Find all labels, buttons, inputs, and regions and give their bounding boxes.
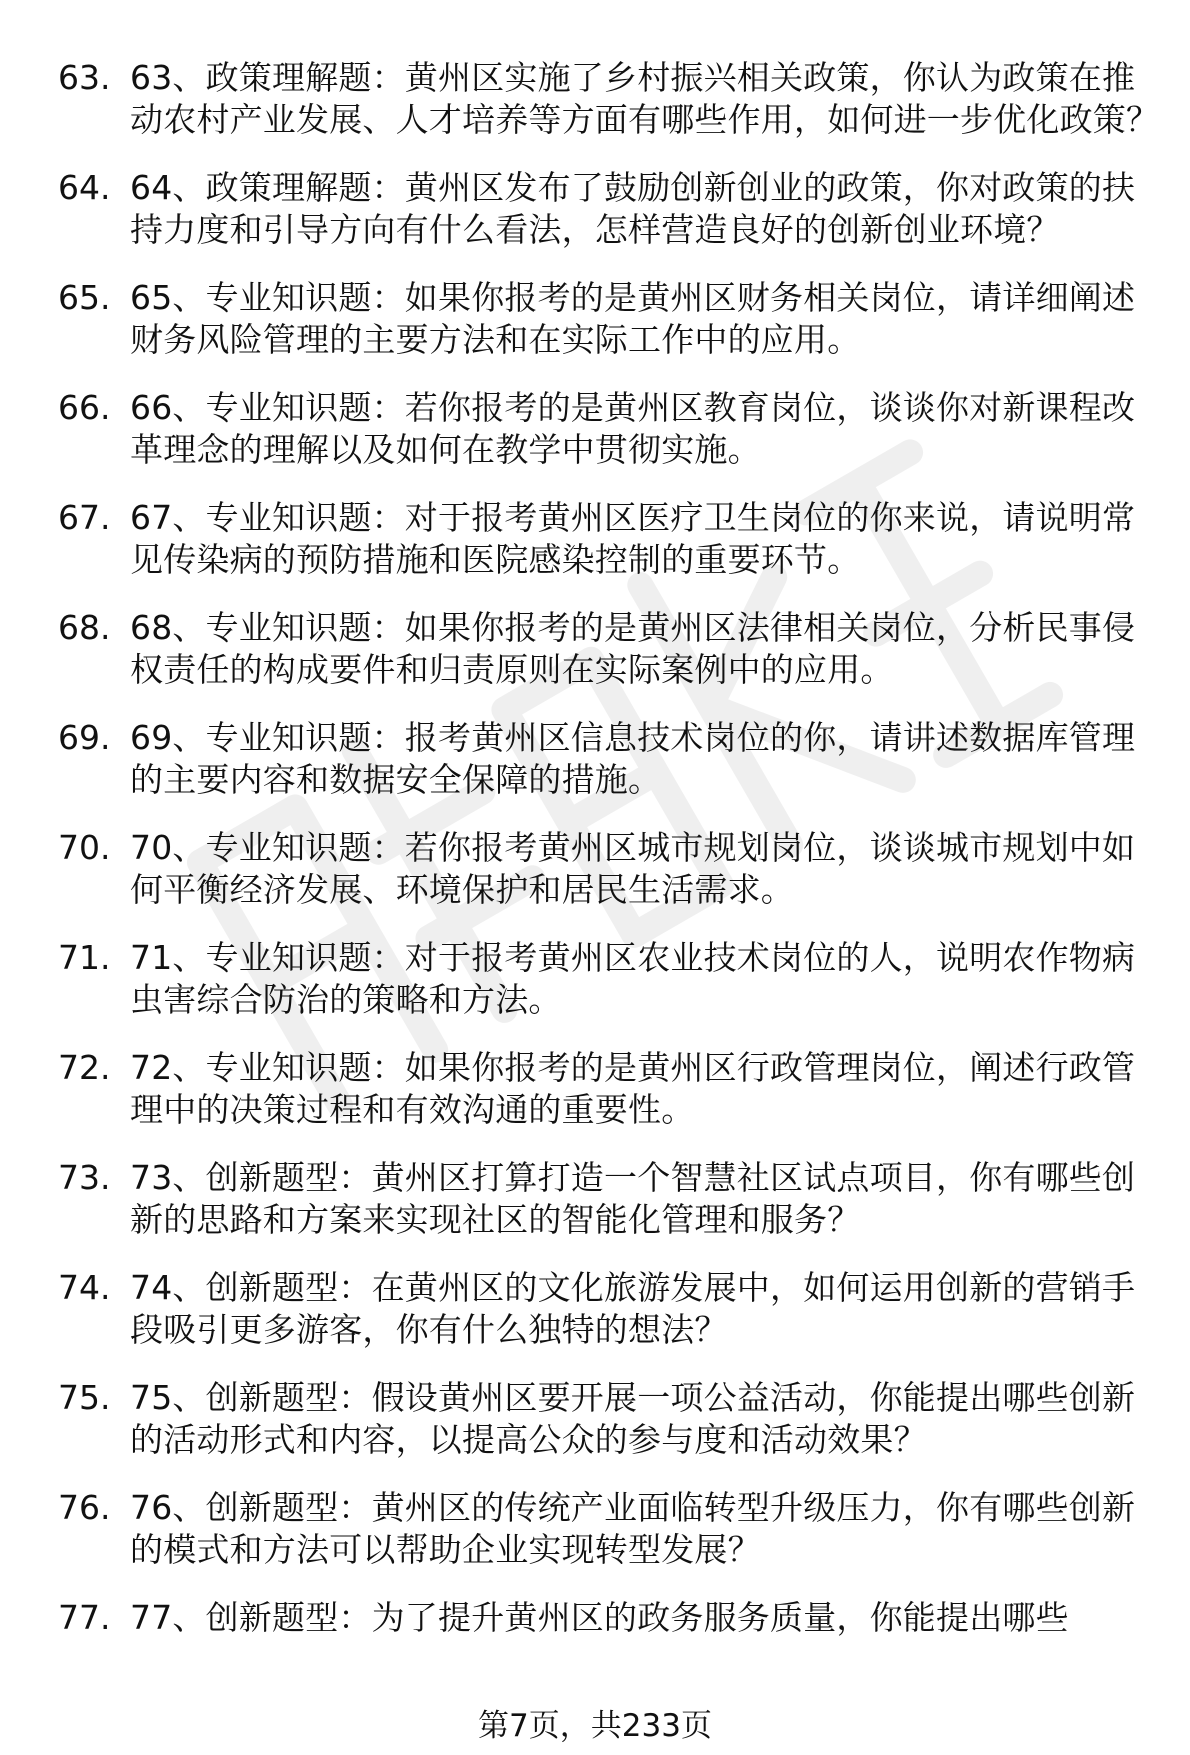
item-text: 76、创新题型：黄州区的传统产业面临转型升级压力，你有哪些创新的模式和方法可以帮助企业实现转型发展？	[130, 1488, 1136, 1569]
item-number: 68.	[58, 608, 111, 647]
list-item	[0, 1267, 1190, 1351]
item-text: 67、专业知识题：对于报考黄州区医疗卫生岗位的你来说，请说明常见传染病的预防措施和医院感染控制的重要环节。	[130, 498, 1136, 579]
item-number: 77.	[58, 1598, 111, 1637]
list-item	[0, 167, 1190, 251]
list-item	[0, 1597, 1190, 1639]
item-number: 69.	[58, 718, 111, 757]
list-item	[0, 497, 1190, 581]
item-number: 74.	[58, 1268, 111, 1307]
item-number: 63.	[58, 58, 111, 97]
item-text: 68、专业知识题：如果你报考的是黄州区法律相关岗位，分析民事侵权责任的构成要件和归责原则在实际案例中的应用。	[130, 608, 1136, 689]
item-text: 63、政策理解题：黄州区实施了乡村振兴相关政策，你认为政策在推动农村产业发展、人才培养等方面有哪些作用，如何进一步优化政策？	[130, 58, 1160, 139]
item-number: 76.	[58, 1488, 111, 1527]
item-number: 71.	[58, 938, 111, 977]
list-item	[0, 57, 1190, 141]
list-item	[0, 1047, 1190, 1131]
page-footer: 第7页，共233页	[478, 1708, 712, 1744]
item-text: 77、创新题型：为了提升黄州区的政务服务质量，你能提出哪些	[130, 1598, 1069, 1637]
item-number: 70.	[58, 828, 111, 867]
list-item	[0, 827, 1190, 911]
item-number: 72.	[58, 1048, 111, 1087]
list-item	[0, 937, 1190, 1021]
item-number: 64.	[58, 168, 111, 207]
list-item	[0, 607, 1190, 691]
item-text: 69、专业知识题：报考黄州区信息技术岗位的你，请讲述数据库管理的主要内容和数据安全保障的措施。	[130, 718, 1136, 799]
item-number: 67.	[58, 498, 111, 537]
item-text: 73、创新题型：黄州区打算打造一个智慧社区试点项目，你有哪些创新的思路和方案来实现社区的智能化管理和服务？	[130, 1158, 1136, 1239]
item-number: 73.	[58, 1158, 111, 1197]
item-number: 65.	[58, 278, 111, 317]
item-number: 75.	[58, 1378, 111, 1417]
item-text: 64、政策理解题：黄州区发布了鼓励创新创业的政策，你对政策的扶持力度和引导方向有什么看法，怎样营造良好的创新创业环境？	[130, 168, 1136, 249]
item-text: 72、专业知识题：如果你报考的是黄州区行政管理岗位，阐述行政管理中的决策过程和有效沟通的重要性。	[130, 1048, 1136, 1129]
list-item	[0, 1377, 1190, 1461]
list-item	[0, 387, 1190, 471]
item-text: 70、专业知识题：若你报考黄州区城市规划岗位，谈谈城市规划中如何平衡经济发展、环境保护和居民生活需求。	[130, 828, 1136, 909]
item-text: 65、专业知识题：如果你报考的是黄州区财务相关岗位，请详细阐述财务风险管理的主要方法和在实际工作中的应用。	[130, 278, 1136, 359]
list-item	[0, 1157, 1190, 1241]
question-list	[0, 57, 1190, 1665]
item-text: 66、专业知识题：若你报考的是黄州区教育岗位，谈谈你对新课程改革理念的理解以及如何在教学中贯彻实施。	[130, 388, 1136, 469]
item-number: 66.	[58, 388, 111, 427]
list-item	[0, 1487, 1190, 1571]
item-text: 75、创新题型：假设黄州区要开展一项公益活动，你能提出哪些创新的活动形式和内容，以提高公众的参与度和活动效果？	[130, 1378, 1136, 1459]
list-item	[0, 717, 1190, 801]
list-item	[0, 277, 1190, 361]
item-text: 74、创新题型：在黄州区的文化旅游发展中，如何运用创新的营销手段吸引更多游客，你有什么独特的想法？	[130, 1268, 1136, 1349]
item-text: 71、专业知识题：对于报考黄州区农业技术岗位的人，说明农作物病虫害综合防治的策略和方法。	[130, 938, 1136, 1019]
